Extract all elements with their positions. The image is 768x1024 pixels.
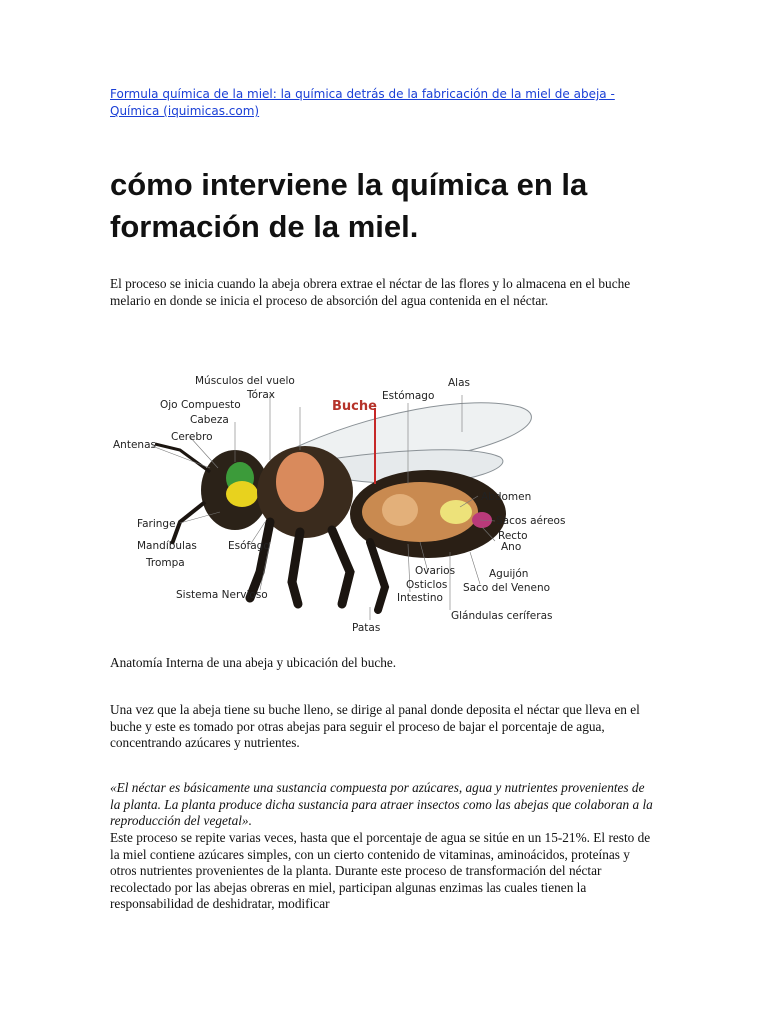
label-antenas: Antenas xyxy=(113,439,156,451)
label-buche: Buche xyxy=(332,399,377,414)
label-alas: Alas xyxy=(448,377,471,389)
label-sacos: Sacos aéreos xyxy=(496,515,566,527)
label-intestino: Intestino xyxy=(397,592,443,604)
page-title: cómo interviene la química en la formación de la miel. xyxy=(110,167,588,244)
figure-caption: Anatomía Interna de una abeja y ubicación del buche. xyxy=(110,655,397,670)
label-cerebro: Cerebro xyxy=(171,431,213,443)
label-sistema-nervioso: Sistema Nervioso xyxy=(176,589,268,601)
bee-anatomy-figure xyxy=(110,372,570,638)
label-cabeza: Cabeza xyxy=(190,414,229,426)
label-patas: Patas xyxy=(352,622,381,634)
label-musculos: Músculos del vuelo xyxy=(195,375,295,387)
label-mandibulas: Mandíbulas xyxy=(137,540,197,552)
label-saco-veneno: Saco del Veneno xyxy=(463,582,551,594)
label-osticlos: Osticlos xyxy=(406,579,448,591)
quote-paragraph: «El néctar es básicamente una sustancia compuesta por azúcares, agua y nutrientes provenientes de la planta. La planta produce dicha sustancia para atraer insectos como las abejas que colaboran a la reproducción del vegetal». xyxy=(110,780,653,828)
label-recto: Recto xyxy=(498,530,528,542)
paragraph-3: Este proceso se repite varias veces, hasta que el porcentaje de agua se sitúe en un 15-21%. El resto de la miel contiene azúcares simples, con un cierto contenido de vitaminas, aminoácidos, proteínas y otros nutrientes provenientes de la planta. Durante este proceso de transformación del néctar recolectado por las abejas obreras en miel, participan algunas enzimas las cuales tienen la responsabilidad de deshidratar, modificar xyxy=(110,830,651,911)
label-trompa: Trompa xyxy=(146,557,185,569)
source-link[interactable]: Formula química de la miel: la química detrás de la fabricación de la miel de abeja - Química (iquimicas.com) xyxy=(110,87,615,118)
label-ano: Ano xyxy=(501,541,522,553)
paragraph-2: Una vez que la abeja tiene su buche lleno, se dirige al panal donde deposita el néctar que lleva en el buche y este es tomado por otras abejas para seguir el proceso de bajar el porcentaje de agua, concentrando azúcares y nutrientes. xyxy=(110,702,640,750)
label-faringe: Faringe xyxy=(137,518,176,530)
label-estomago: Estómago xyxy=(382,390,435,402)
intro-paragraph: El proceso se inicia cuando la abeja obrera extrae el néctar de las flores y lo almacena en el buche melario en donde se inicia el proceso de absorción del agua contenida en el néctar. xyxy=(110,276,631,308)
label-abdomen: Abdomen xyxy=(481,491,532,503)
label-ojo: Ojo Compuesto xyxy=(160,399,241,411)
label-aguijon: Aguijón xyxy=(489,568,529,580)
label-ovarios: Ovarios xyxy=(415,565,456,577)
label-torax: Tórax xyxy=(247,389,276,401)
label-esofago: Esófago xyxy=(228,540,270,552)
label-glandulas: Glándulas ceríferas xyxy=(451,610,553,622)
